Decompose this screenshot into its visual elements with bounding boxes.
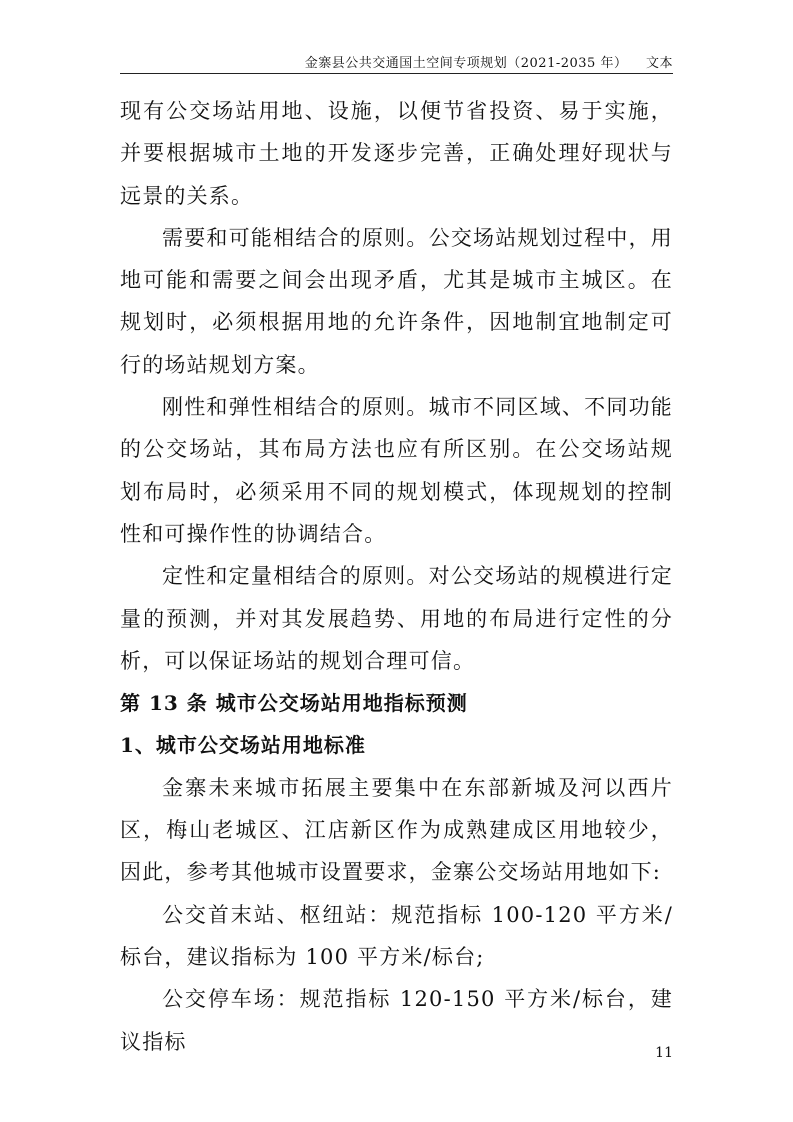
paragraph-principle-rigid: 刚性和弹性相结合的原则。城市不同区域、不同功能的公交场站，其布局方法也应有所区别。在公交场站规划布局时，必须采用不同的规划模式，体现规划的控制性和可操作性的协调结合。 — [120, 395, 673, 546]
header-rule — [120, 73, 673, 74]
paragraph-principle-qualitative: 定性和定量相结合的原则。对公交场站的规模进行定量的预测，并对其发展趋势、用地的布局进行定性的分析，可以保证场站的规划合理可信。 — [120, 564, 673, 673]
paragraph-continued: 现有公交场站用地、设施，以便节省投资、易于实施，并要根据城市土地的开发逐步完善，正确处理好现状与远景的关系。 — [120, 99, 673, 208]
paragraph-principle-need: 需要和可能相结合的原则。公交场站规划过程中，用地可能和需要之间会出现矛盾，尤其是城市主城区。在规划时，必须根据用地的允许条件，因地制宜地制定可行的场站规划方案。 — [120, 225, 673, 377]
header-title: 金寨县公共交通国土空间专项规划（2021-2035 年） — [304, 56, 628, 71]
running-header — [120, 52, 673, 74]
document-body — [120, 90, 673, 1063]
paragraph-terminal-standard: 公交首末站、枢纽站：规范指标 100-120 平方米/标台，建议指标为 100 平方米/标台; — [120, 902, 673, 969]
section-heading: 1、城市公交场站用地标准 — [120, 733, 366, 758]
paragraph-intro: 金寨未来城市拓展主要集中在东部新城及河以西片区，梅山老城区、江店新区作为成熟建成区用地较少，因此，参考其他城市设置要求，金寨公交场站用地如下: — [120, 775, 673, 885]
header-label: 文本 — [645, 56, 673, 71]
paragraph-parking-standard: 公交停车场：规范指标 120-150 平方米/标台，建议指标 — [120, 987, 673, 1054]
article-heading: 第 13 条 城市公交场站用地指标预测 — [120, 691, 468, 716]
page-number: 11 — [655, 1045, 673, 1061]
